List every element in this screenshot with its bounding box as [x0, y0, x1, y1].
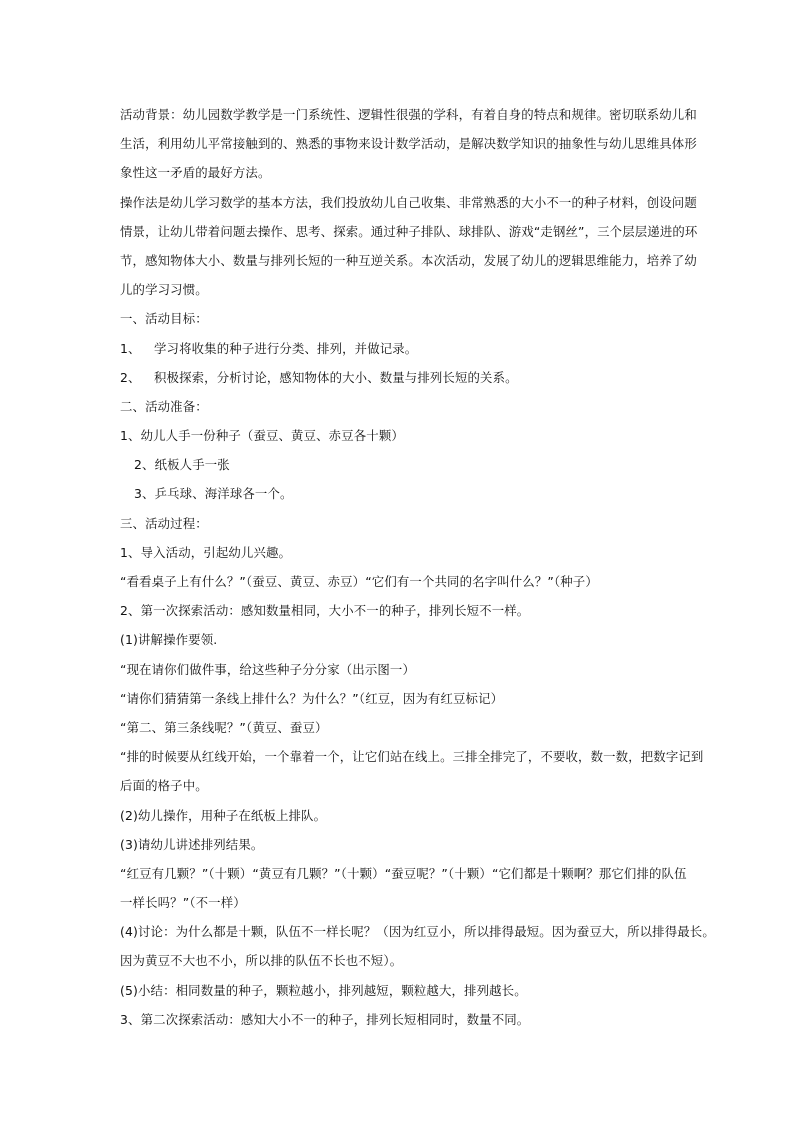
paragraph-line: “第二、第三条线呢？”（黄豆、蚕豆） [120, 719, 328, 735]
paragraph-line: 后面的格子中。 [120, 778, 208, 794]
paragraph-line: 操作法是幼儿学习数学的基本方法，我们投放幼儿自己收集、非常熟悉的大小不一的种子材料，创设问题 [120, 194, 697, 210]
paragraph-line: 生活，利用幼儿平常接触到的、熟悉的事物来设计数学活动，是解决数学知识的抽象性与幼儿思维具体形 [120, 136, 697, 152]
goal-number: 2、 [120, 369, 141, 385]
goal-item-1 [120, 334, 680, 363]
paragraph-line: “请你们猜猜第一条线上排什么？为什么？”（红豆，因为有红豆标记） [120, 690, 504, 706]
paragraph-line: “看看桌子上有什么？”（蚕豆、黄豆、赤豆）“它们有一个共同的名字叫什么？”（种子） [120, 574, 598, 589]
paragraph-line: 因为黄豆不大也不小，所以排的队伍不长也不短）。 [120, 953, 403, 969]
list-item: 1、幼儿人手一份种子（蚕豆、黄豆、赤豆各十颗） [120, 428, 404, 444]
goal-item-2 [120, 363, 680, 392]
goal-number: 1、 [120, 340, 141, 356]
list-item: 3、乒乓球、海洋球各一个。 [134, 486, 293, 502]
paragraph-line: (3)请幼儿讲述排列结果。 [120, 836, 264, 852]
document-body [120, 100, 715, 1034]
section-heading: 一、活动目标： [120, 311, 208, 327]
section-heading: 二、活动准备： [120, 398, 208, 414]
goal-text: 学习将收集的种子进行分类、排列，并做记录。 [154, 340, 418, 356]
paragraph-line: 一样长吗？”（不一样） [120, 895, 246, 911]
goal-text: 积极探索，分析讨论，感知物体的大小、数量与排列长短的关系。 [154, 369, 518, 385]
paragraph-line: 儿的学习习惯。 [120, 282, 208, 298]
section-heading: 三、活动过程： [120, 515, 208, 531]
paragraph-line: (1)讲解操作要领. [120, 632, 218, 648]
paragraph-line: “排的时候要从红线开始，一个靠着一个，让它们站在线上。三排全排完了，不要收，数一数，把数字记到 [120, 749, 704, 765]
paragraph-line: 象性这一矛盾的最好方法。 [120, 165, 271, 181]
paragraph-line: 1、导入活动，引起幼儿兴趣。 [120, 544, 292, 560]
list-item: 2、纸板人手一张 [134, 457, 230, 473]
paragraph-line: “现在请你们做件事，给这些种子分分家（出示图一） [120, 661, 416, 677]
paragraph-line: 3、第二次探索活动：感知大小不一的种子，排列长短相同时，数量不同。 [120, 1011, 530, 1027]
paragraph-line: (5)小结：相同数量的种子，颗粒越小，排列越短，颗粒越大，排列越长。 [120, 982, 527, 998]
paragraph-line: 节，感知物体大小、数量与排列长短的一种互逆关系。本次活动，发展了幼儿的逻辑思维能力，培养了幼 [120, 252, 697, 268]
paragraph-line: (4)讨论：为什么都是十颗，队伍不一样长呢？（因为红豆小，所以排得最短。因为蚕豆大，所以排得最长。 [120, 924, 715, 940]
paragraph-line: 2、第一次探索活动：感知数量相同，大小不一的种子，排列长短不一样。 [120, 603, 530, 619]
paragraph-line: 情景，让幼儿带着问题去操作、思考、探索。通过种子排队、球排队、游戏“走钢丝”，三个层层递进的环 [120, 223, 698, 239]
paragraph-line: “红豆有几颗？”（十颗）“黄豆有几颗？”（十颗）“蚕豆呢？”（十颗）“它们都是十颗啊？那它们排的队伍 [120, 865, 687, 881]
paragraph-line: 活动背景：幼儿园数学教学是一门系统性、逻辑性很强的学科，有着自身的特点和规律。密切联系幼儿和 [120, 107, 697, 122]
paragraph-line: (2)幼儿操作，用种子在纸板上排队。 [120, 807, 327, 823]
